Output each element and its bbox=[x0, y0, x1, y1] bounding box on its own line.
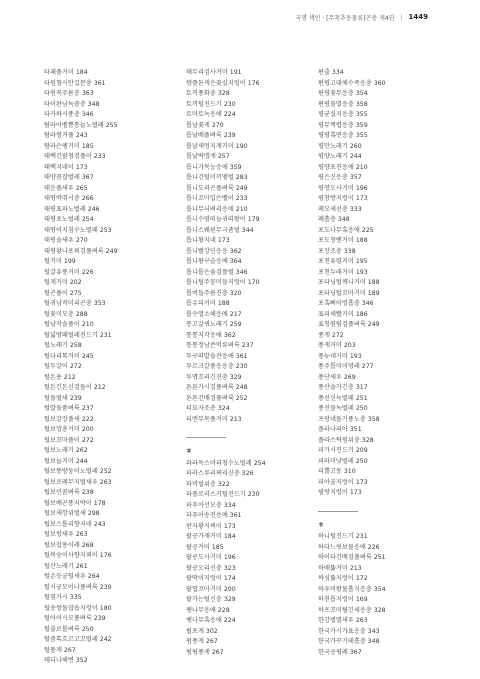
index-entry: 팔공가재거미 184 bbox=[186, 533, 236, 540]
index-entry: 톱니꼬마입은벨이 233 bbox=[186, 195, 248, 202]
index-entry: 털발돌품벼룩 237 bbox=[44, 405, 94, 412]
index-entry: 톱니가목능응애 359 bbox=[186, 163, 242, 171]
index-entry: 팔공거미 185 bbox=[186, 543, 224, 551]
index-entry: 태운풀새우 265 bbox=[44, 184, 88, 192]
index-entry: 털시궁모이나풀벼룩 239 bbox=[44, 583, 112, 591]
index-entry: 털넓방패벌레진드기 231 bbox=[44, 331, 112, 339]
index-entry: 포타닝털꼬마거미 189 bbox=[318, 289, 380, 297]
index-group-column2-a bbox=[186, 68, 302, 425]
running-header bbox=[295, 10, 428, 24]
index-entry: 톱날꽃게 270 bbox=[186, 121, 224, 129]
index-entry: 털꽃미모충 288 bbox=[44, 310, 88, 318]
index-entry: 타패풀거미 184 bbox=[44, 69, 88, 76]
index-entry: 토끼털진드기 230 bbox=[186, 100, 236, 108]
index-entry: 털보스톨리향지네 243 bbox=[44, 520, 106, 528]
index-entry: 통고갈퀴노래기 259 bbox=[186, 321, 242, 328]
index-entry: 파푸아송진응애 361 bbox=[186, 512, 242, 519]
index-entry: 톱니긴털미끼멤벌 283 bbox=[186, 174, 248, 181]
index-entry: 포혹뻐이멍흡충 346 bbox=[318, 300, 374, 307]
index-entry: 털보늘거미 244 bbox=[44, 457, 88, 465]
index-entry: 편평물멸응충 358 bbox=[318, 100, 368, 108]
index-entry: 털보갈장풀새 222 bbox=[44, 415, 94, 423]
index-entry: 털돈용 212 bbox=[44, 373, 76, 381]
index-entry: 플라스틱원위충 328 bbox=[318, 436, 374, 444]
index-entry: 태평박쥐시충 266 bbox=[44, 195, 94, 202]
index-entry: 털복숭이사향지뢰이 176 bbox=[44, 552, 112, 559]
index-entry: 탐라아벨쁨통늘노벌레 255 bbox=[44, 121, 118, 129]
index-entry: 태백지네이 173 bbox=[44, 163, 88, 171]
index-entry: 하배뚫거미 213 bbox=[318, 564, 362, 572]
index-entry: 하다느릿보물응애 226 bbox=[318, 543, 380, 551]
section-divider bbox=[318, 511, 358, 512]
index-entry: 하심뚫지렁이 172 bbox=[318, 575, 368, 582]
index-entry: 풍뉴네거미 193 bbox=[318, 352, 362, 360]
index-entry: 털거미 199 bbox=[44, 258, 76, 265]
index-entry: 탐라슨팽거미 185 bbox=[44, 142, 94, 150]
index-entry: 파라스루리쩌리신충 326 bbox=[186, 470, 254, 477]
index-entry: 풍주톱미미멍레 277 bbox=[318, 363, 374, 370]
index-entry: 평균실지응충 355 bbox=[318, 111, 368, 118]
index-entry: 털귀남작미리곤충 353 bbox=[44, 300, 106, 307]
index-entry: 태평표파노벌레 246 bbox=[44, 205, 100, 213]
index-entry: 평무쩍렵응충 359 bbox=[318, 121, 368, 129]
index-entry: 한국공평레 367 bbox=[318, 648, 362, 656]
index-entry: 파라독스머리칭수노벌레 254 bbox=[186, 459, 266, 467]
index-entry: 포타닝털깨니거미 188 bbox=[318, 279, 380, 286]
index-entry: 톱날새멍지게거미 190 bbox=[186, 142, 248, 150]
page-number: 1449 bbox=[408, 13, 428, 21]
index-entry: 털게거미 202 bbox=[44, 279, 82, 286]
index-entry: 풍산솔가긴충 317 bbox=[318, 384, 368, 391]
index-entry: 표피새빨거미 186 bbox=[318, 310, 368, 318]
index-entry: 태평황나포퇴검풀벼룩 249 bbox=[44, 247, 118, 255]
index-entry: 파푸아선모충 334 bbox=[186, 501, 236, 509]
index-entry: 통통정남쓴억류벼룩 237 bbox=[186, 342, 254, 349]
index-entry: 테디나해변 352 bbox=[44, 657, 88, 664]
index-entry: 플라나리아 351 bbox=[318, 426, 362, 433]
index-entry: 판자황지쩌이 173 bbox=[186, 522, 236, 530]
index-entry: 타원첨시안길문충 361 bbox=[44, 79, 106, 87]
index-entry: 평만노래기 260 bbox=[318, 142, 362, 150]
index-entry: 포도창벤거미 188 bbox=[318, 237, 368, 244]
index-group-column2-b bbox=[186, 459, 302, 659]
index-entry: 털보배곤풍지박이 178 bbox=[44, 499, 106, 507]
index-entry: 털송쌍돌잡옵지렁이 180 bbox=[44, 604, 112, 612]
index-entry: 팽나무응애 228 bbox=[186, 606, 230, 614]
index-entry: 템플톤색은꽃실지렁이 176 bbox=[186, 79, 260, 87]
index-entry: 털돌벌새 239 bbox=[44, 394, 82, 402]
index-entry: 피뿔고동 310 bbox=[318, 468, 356, 475]
index-entry: 한국가시가표응충 343 bbox=[318, 627, 380, 635]
index-entry: 타카하시풍충 346 bbox=[44, 111, 94, 118]
index-entry: 태백긴팔첨검풀이 233 bbox=[44, 153, 106, 160]
index-entry: 털보노래기 262 bbox=[44, 447, 88, 454]
index-entry: 톱니스웨핀무극좀벌 344 bbox=[186, 226, 254, 234]
running-header-title: 국명 색인 · [무척추동물류]곤충 제4권 bbox=[295, 14, 395, 22]
index-entry: 투르크갈풀응응충 230 bbox=[186, 363, 248, 370]
section-heading-pieup: ㅍ bbox=[186, 448, 192, 455]
index-entry: 펑펑풍게 267 bbox=[186, 648, 224, 656]
index-entry: 톱니무늬벼리응애 210 bbox=[186, 205, 248, 213]
index-entry: 팔가는털신충 329 bbox=[186, 596, 236, 603]
index-entry: 톱니도리곤풀벼룩 249 bbox=[186, 184, 248, 192]
index-entry: 티묘자조총 324 bbox=[186, 405, 230, 412]
index-entry: 톱수엽소해응애 217 bbox=[186, 310, 242, 318]
index-entry: 포도나무혹응애 225 bbox=[318, 226, 374, 234]
index-entry: 톱니톨은움검플벌 346 bbox=[186, 268, 248, 276]
index-entry: 평창방지렁이 173 bbox=[318, 195, 368, 202]
index-entry: 피라미낫벌레 250 bbox=[318, 457, 368, 465]
index-entry: 평은신응충 357 bbox=[318, 174, 362, 181]
index-entry: 투명꼬리긴진충 329 bbox=[186, 373, 242, 381]
index-entry: 털보깡총거미 200 bbox=[44, 426, 94, 433]
index-entry: 톱니털주뭉미들지렁이 170 bbox=[186, 279, 260, 286]
index-entry: 평평혹면응충 355 bbox=[318, 132, 368, 139]
index-entry: 타이완남녹꼼충 348 bbox=[44, 100, 100, 108]
index-entry: 하우머왕물흡식응충 354 bbox=[318, 585, 386, 593]
index-column-2 bbox=[186, 68, 302, 658]
index-entry: 털노래기 258 bbox=[44, 342, 82, 349]
index-entry: 털아이시모풀벼룩 239 bbox=[44, 615, 106, 622]
index-entry: 팽나무혹응애 224 bbox=[186, 617, 236, 624]
index-entry: 하천톱지렁이 169 bbox=[318, 596, 368, 603]
index-entry: 하이타긴배검풀벼룩 251 bbox=[318, 554, 386, 561]
index-entry: 펄포게 302 bbox=[186, 627, 218, 635]
index-entry: 털남작솔풀이 210 bbox=[44, 321, 94, 328]
index-entry: 한강별멸새우 263 bbox=[318, 617, 368, 624]
index-entry: 포천유령거미 195 bbox=[318, 258, 368, 265]
index-entry: 필랑지렁이 173 bbox=[318, 489, 362, 496]
index-entry: 털산노래기 261 bbox=[44, 562, 88, 570]
index-entry: 포장조충 338 bbox=[318, 247, 356, 255]
index-entry: 토끼풍화충 328 bbox=[186, 90, 230, 97]
index-entry: 태평포노벌레 254 bbox=[44, 216, 94, 223]
section-heading-hieut: ㅎ bbox=[318, 521, 324, 529]
index-entry: 톱니수염띠늪귀띠왕이 179 bbox=[186, 216, 260, 223]
index-entry: 평양포진응애 210 bbox=[318, 163, 368, 171]
index-entry: 프랑네돌기풍노충 358 bbox=[318, 415, 380, 423]
index-entry: 풍선신녹벌레 251 bbox=[318, 394, 368, 402]
index-entry: 털보잡용이래 268 bbox=[44, 541, 94, 549]
index-entry: 팔엽꼬마거미 200 bbox=[186, 585, 236, 593]
index-entry: 털보새깡위벌새 298 bbox=[44, 510, 100, 517]
index-entry: 풍게거미 203 bbox=[318, 342, 356, 349]
index-entry: 튼튼긴배검풀벼룩 252 bbox=[186, 394, 248, 402]
index-entry: 페흡충 348 bbox=[318, 216, 350, 223]
index-entry: 털갈유풍거미 226 bbox=[44, 268, 94, 276]
index-entry: 토마토녹응애 224 bbox=[186, 111, 236, 118]
index-entry: 태평이지침수노벌레 253 bbox=[44, 226, 112, 234]
index-entry: 팔공도사거미 196 bbox=[186, 554, 236, 561]
index-group-column3-a bbox=[318, 68, 434, 499]
index-entry: 풍선물녹벌레 250 bbox=[318, 405, 368, 412]
index-entry: 편평고대체수족응충 360 bbox=[318, 79, 386, 87]
index-entry: 하프꼬미틸긴세응충 328 bbox=[318, 606, 386, 614]
index-entry: 톱날딱맵게 257 bbox=[186, 153, 230, 160]
header-separator: | bbox=[400, 13, 403, 21]
index-entry: 평양노래기 244 bbox=[318, 153, 362, 160]
index-entry: 털다리톡거미 245 bbox=[44, 352, 94, 360]
index-entry: 털곤풀이 275 bbox=[44, 289, 82, 297]
index-entry: 털보꼬마풀이 272 bbox=[44, 436, 94, 444]
index-entry: 풍단새우 269 bbox=[318, 373, 356, 381]
index-entry: 파플로리스키털진드기 230 bbox=[186, 491, 260, 498]
index-entry: 털돈긴돈신검돌이 212 bbox=[44, 384, 106, 391]
index-entry: 털두갈이 272 bbox=[44, 363, 82, 370]
index-entry: 평창도사거미 196 bbox=[318, 184, 368, 192]
index-entry: 펌풍게 267 bbox=[186, 638, 218, 645]
index-entry: 털보민꼼벼룩 238 bbox=[44, 489, 94, 496]
index-entry: 파비벌위충 322 bbox=[186, 480, 230, 488]
index-entry: 톱슈피거미 188 bbox=[186, 300, 230, 307]
index-group-column3-b bbox=[318, 532, 434, 658]
index-entry: 털옆가시 335 bbox=[44, 594, 82, 601]
index-entry: 털줌톡흐르고꼬벌레 242 bbox=[44, 636, 112, 643]
index-entry: 튼튼가시검풀벼룩 248 bbox=[186, 384, 248, 391]
index-entry: 테두리검사거미 191 bbox=[186, 69, 242, 76]
index-entry: 톱날배풀벼룩 239 bbox=[186, 132, 236, 139]
index-entry: 톱니왕구슬응애 364 bbox=[186, 258, 242, 265]
index-entry: 태양꼼잡벌레 367 bbox=[44, 174, 94, 181]
index-entry: 투구띠발솔잔응애 361 bbox=[186, 352, 248, 360]
index-entry: 톱니왕지네 173 bbox=[186, 237, 230, 244]
index-entry: 통통지각응애 362 bbox=[186, 331, 236, 339]
index-entry: 팔딱이지렁이 174 bbox=[186, 575, 236, 582]
index-entry: 털줄로톨벼룩 250 bbox=[44, 625, 94, 633]
index-column-1 bbox=[44, 68, 160, 667]
index-entry: 톱니빨강딘응응 362 bbox=[186, 247, 242, 255]
index-entry: 표청원팀검풀벼룩 249 bbox=[318, 321, 380, 328]
index-entry: 피가시진드기 209 bbox=[318, 447, 368, 454]
index-entry: 팔공오리신충 323 bbox=[186, 564, 236, 572]
index-entry: 편평꽃무응충 354 bbox=[318, 90, 368, 97]
index-entry: 풍게 272 bbox=[318, 331, 344, 339]
section-divider bbox=[186, 437, 226, 438]
index-entry: 포천누래거미 193 bbox=[318, 268, 368, 276]
index-entry: 탐라쌍거풀 243 bbox=[44, 132, 88, 139]
index-entry: 털보똥방둥이노벌레 252 bbox=[44, 468, 112, 475]
index-entry: 털보로레무지벌새우 263 bbox=[44, 478, 112, 486]
index-entry: 편출 334 bbox=[318, 69, 344, 76]
index-entry: 털보쌍새우 263 bbox=[44, 531, 88, 538]
index-entry: 톱버들주름진충 320 bbox=[186, 289, 242, 297]
index-entry: 하니털진드기 231 bbox=[318, 533, 368, 540]
index-entry: 털풍게 267 bbox=[44, 646, 76, 654]
index-entry: 페모세선충 333 bbox=[318, 205, 362, 213]
index-entry: 털손등궁털새우 264 bbox=[44, 573, 100, 580]
index-column-3 bbox=[318, 68, 434, 658]
index-entry: 타원꼭주름충 363 bbox=[44, 90, 94, 97]
index-entry: 티엔무목풀거미 213 bbox=[186, 415, 242, 423]
index-entry: 한국가꾸기테흡충 348 bbox=[318, 638, 380, 645]
index-entry: 피아골지렁이 173 bbox=[318, 478, 368, 486]
index-entry: 태평솔새우 270 bbox=[44, 237, 88, 244]
